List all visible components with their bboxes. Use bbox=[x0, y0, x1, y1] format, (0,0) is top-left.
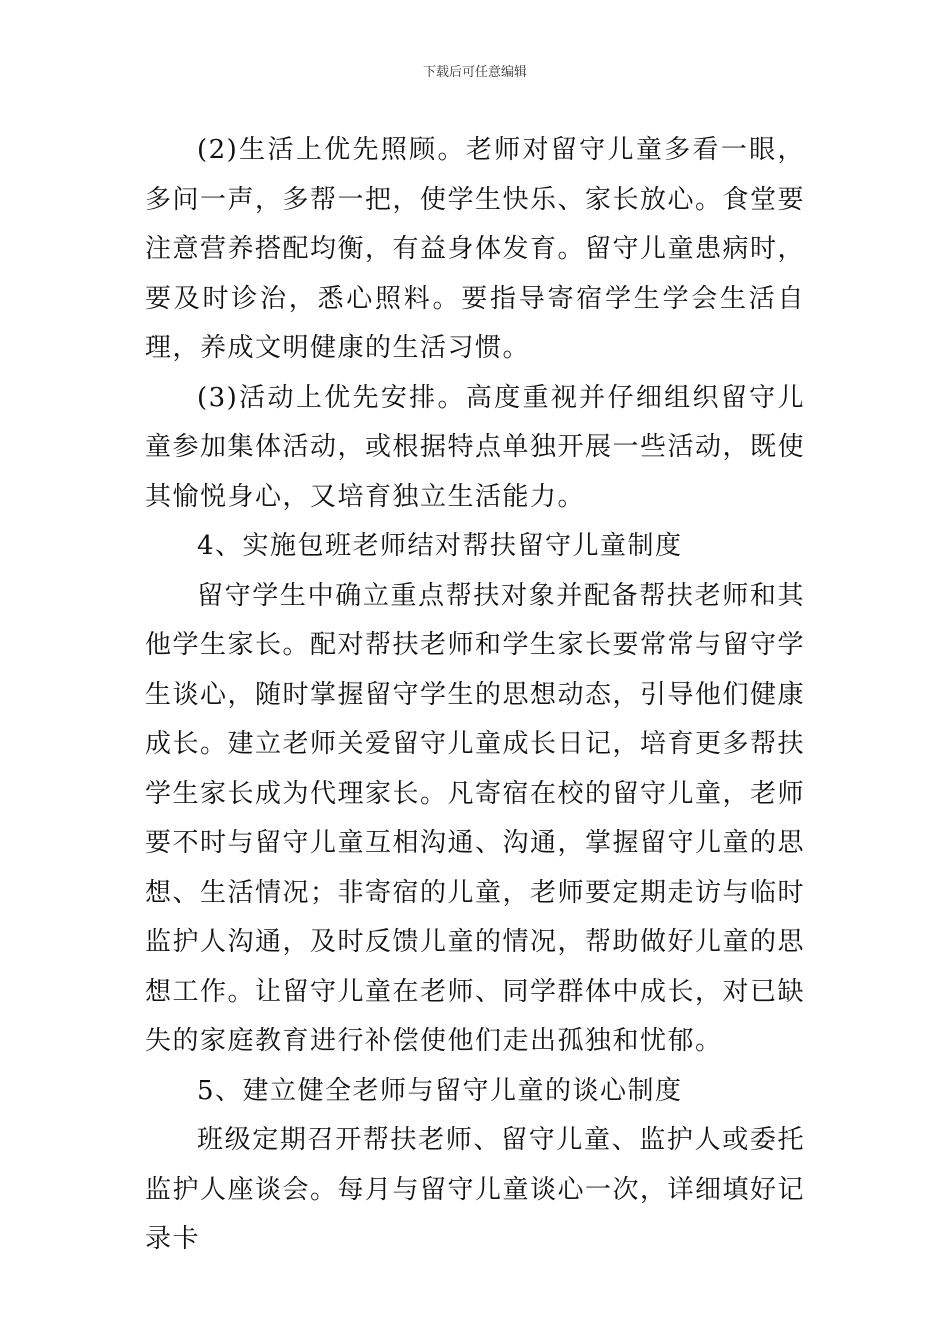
paragraph-activity-priority: (3)活动上优先安排。高度重视并仔细组织留守儿童参加集体活动，或根据特点单独开展一些活动，既使其愉悦身心，又培育独立生活能力。 bbox=[145, 382, 806, 512]
paragraph-talk-system: 班级定期召开帮扶老师、留守儿童、监护人或委托监护人座谈会。每月与留守儿童谈心一次，详细填好记录卡 bbox=[145, 1125, 806, 1254]
section-heading-4: 4、实施包班老师结对帮扶留守儿童制度 bbox=[197, 531, 683, 561]
document-body bbox=[145, 126, 805, 1265]
page-header: 下载后可任意编辑 bbox=[422, 65, 527, 80]
paragraph-teacher-pairing: 留守学生中确立重点帮扶对象并配备帮扶老师和其他学生家长。配对帮扶老师和学生家长要常常与留守学生谈心，随时掌握留守学生的思想动态，引导他们健康成长。建立老师关爱留守儿童成长日记，培育更多帮扶学生家长成为代理家长。凡寄宿在校的留守儿童，老师要不时与留守儿童互相沟通、沟通，掌握留守儿童的思想、生活情况；非寄宿的儿童，老师要定期走访与临时监护人沟通，及时反馈儿童的情况，帮助做好儿童的思想工作。让留守儿童在老师、同学群体中成长，对已缺失的家庭教育进行补偿使他们走出孤独和忧郁。 bbox=[145, 580, 806, 1056]
paragraph-life-care: (2)生活上优先照顾。老师对留守儿童多看一眼，多问一声，多帮一把，使学生快乐、家长放心。食堂要注意营养搭配均衡，有益身体发育。留守儿童患病时，要及时诊治，悉心照料。要指导寄宿学生学会生活自理，养成文明健康的生活习惯。 bbox=[145, 135, 806, 363]
section-heading-5: 5、建立健全老师与留守儿童的谈心制度 bbox=[197, 1075, 683, 1106]
